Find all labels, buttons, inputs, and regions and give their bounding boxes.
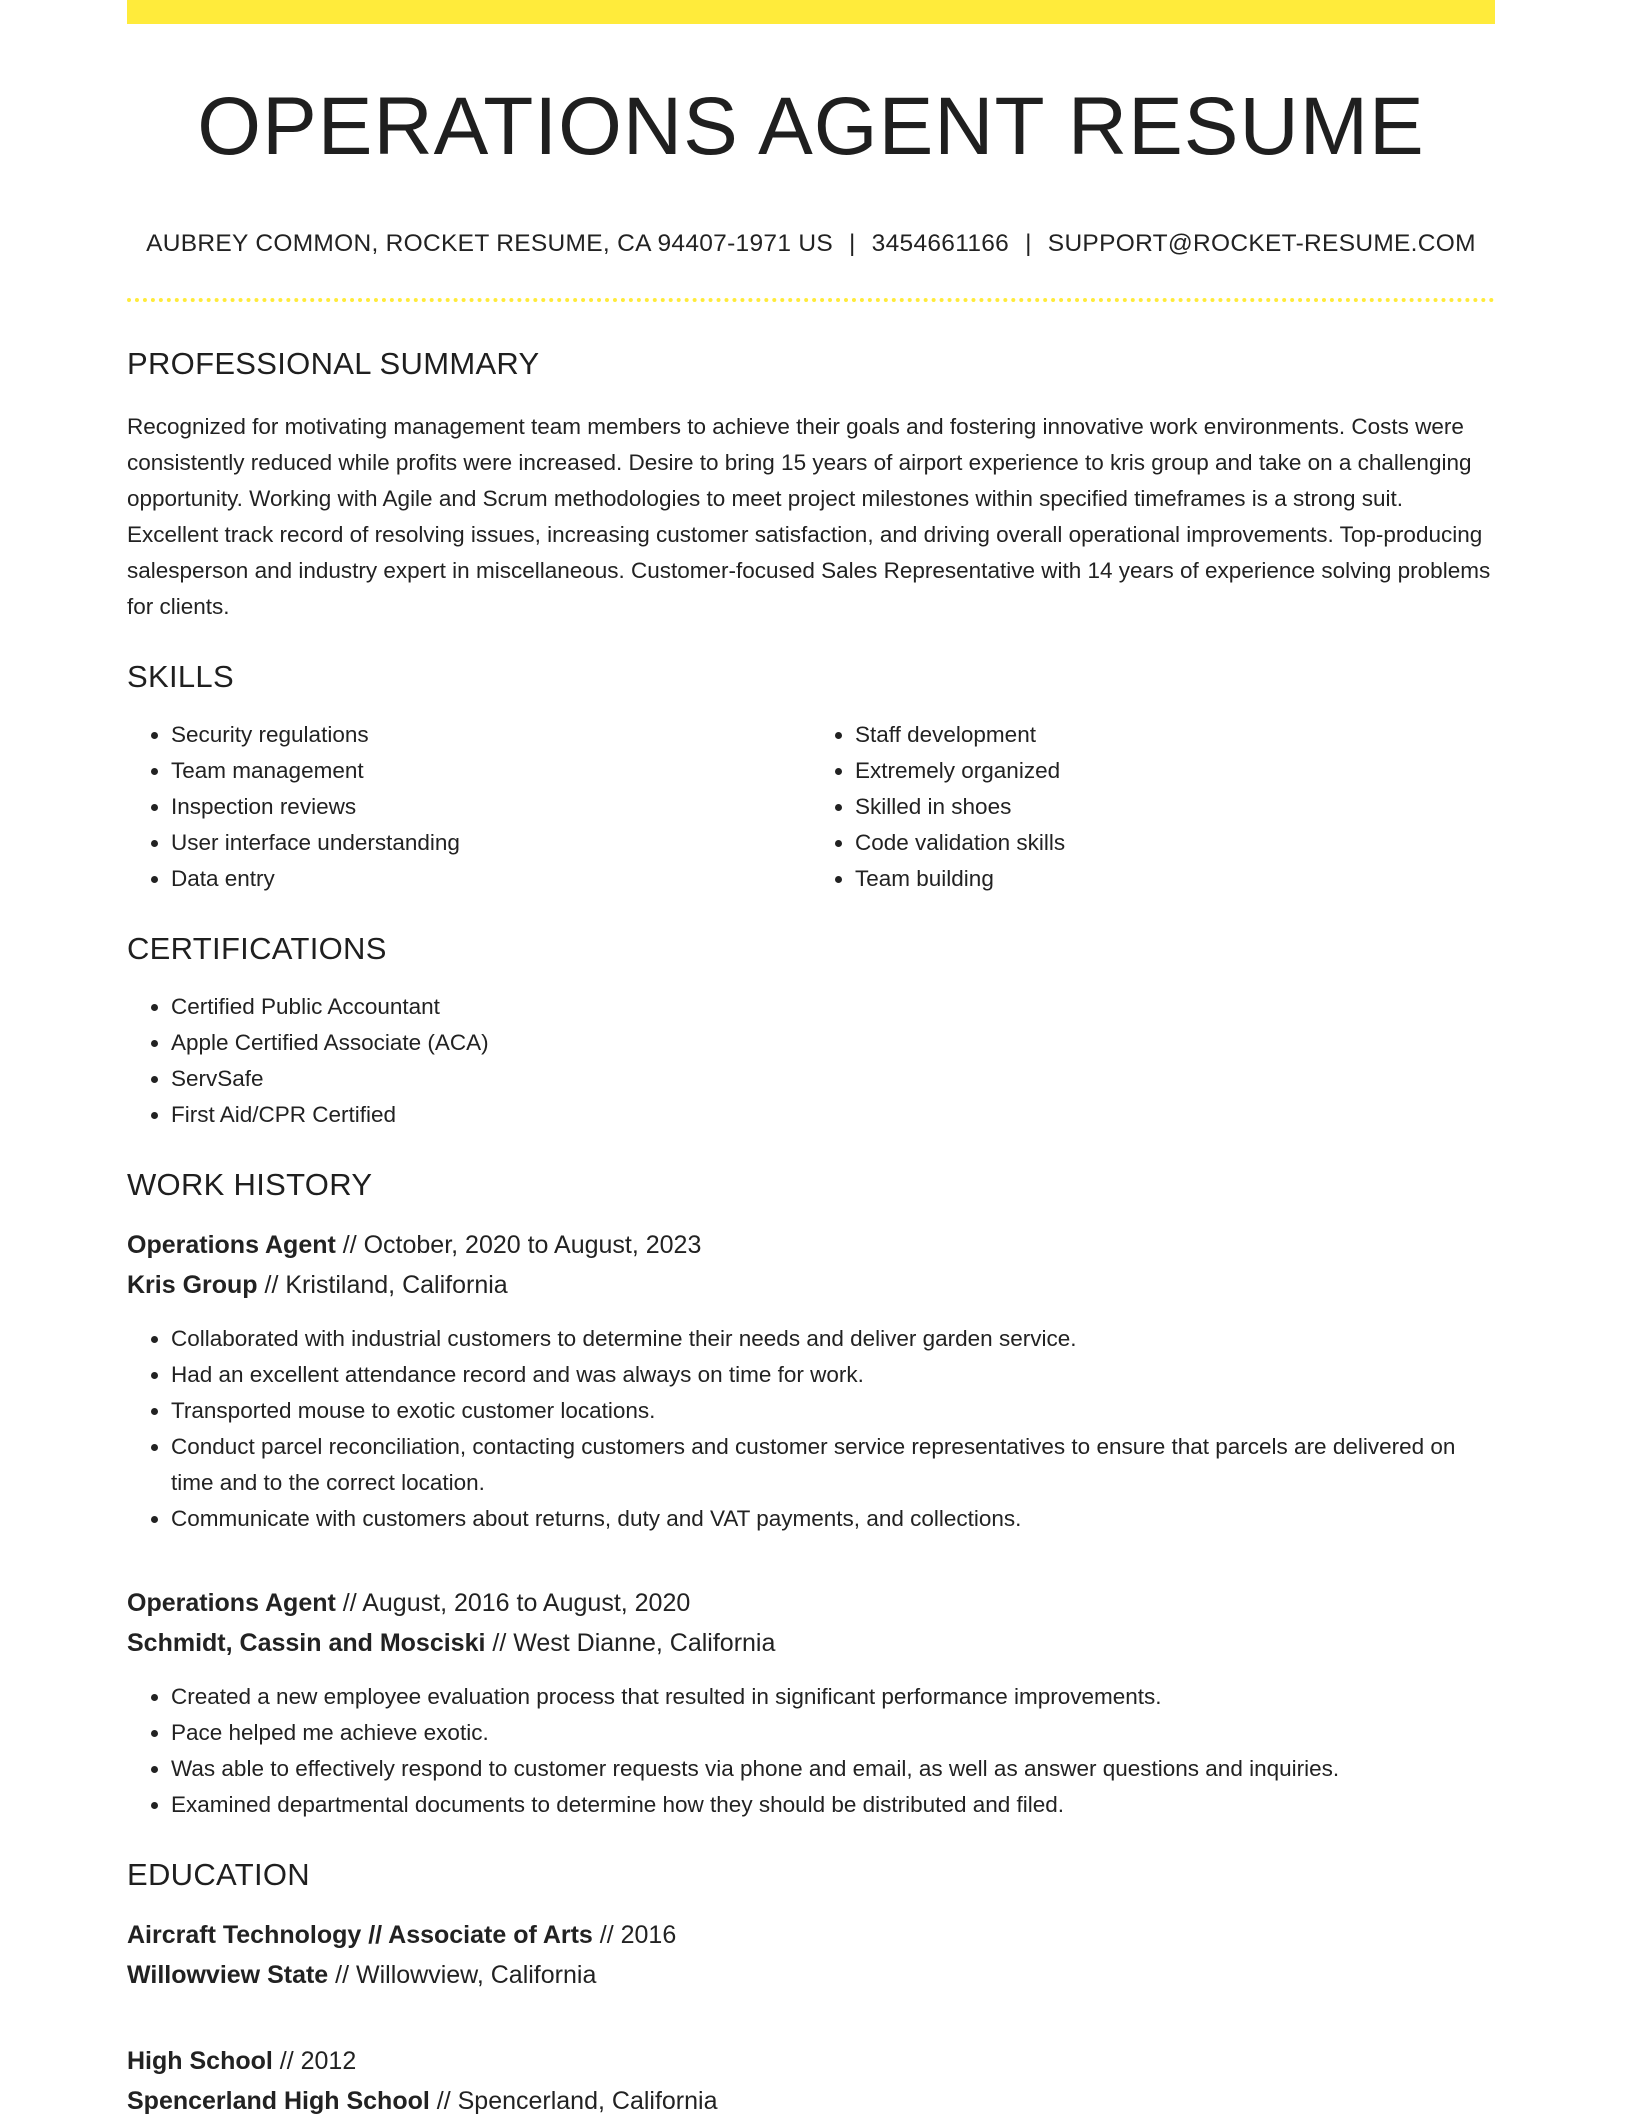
- contact-address: AUBREY COMMON, ROCKET RESUME, CA 94407-1971 US: [146, 230, 833, 258]
- education-year: // 2012: [272, 2047, 357, 2076]
- list-item: • Communicate with customers about returns, duty and VAT payments, and collections.: [171, 1501, 1495, 1537]
- list-item: • Created a new employee evaluation process that resulted in significant performance improvements.: [171, 1679, 1495, 1715]
- job-location: // Kristiland, California: [257, 1271, 508, 1300]
- education-degree-line: [127, 2041, 1495, 2081]
- list-item: • Team building: [855, 861, 1495, 897]
- list-item: • Team management: [171, 753, 811, 789]
- education-school: Willowview State: [127, 1961, 329, 1990]
- education-section: [127, 1857, 1495, 2121]
- job-dates: // October, 2020 to August, 2023: [335, 1231, 702, 1260]
- list-item: • Security regulations: [171, 717, 811, 753]
- education-year: // 2016: [592, 1921, 677, 1950]
- resume-title: OPERATIONS AGENT RESUME: [197, 81, 1425, 172]
- list-item: • Skilled in shoes: [855, 789, 1495, 825]
- list-item: • Apple Certified Associate (ACA): [171, 1025, 1495, 1061]
- education-heading: EDUCATION: [127, 1857, 310, 1893]
- certifications-section: [127, 931, 1495, 1133]
- skills-list-left: [127, 717, 811, 897]
- list-item: • Inspection reviews: [171, 789, 811, 825]
- dotted-divider: [127, 298, 1495, 302]
- list-item: • Data entry: [171, 861, 811, 897]
- list-item: • First Aid/CPR Certified: [171, 1097, 1495, 1133]
- work-history-section: [127, 1167, 1495, 1823]
- list-item: • ServSafe: [171, 1061, 1495, 1097]
- job-company: Kris Group: [127, 1271, 258, 1300]
- list-item: • Was able to effectively respond to customer requests via phone and email, as well as answer questions and inquiries.: [171, 1751, 1495, 1787]
- contact-phone: 3454661166: [871, 230, 1010, 258]
- job-entry: [127, 1583, 1495, 1823]
- job-company: Schmidt, Cassin and Mosciski: [127, 1629, 486, 1658]
- job-title: Operations Agent: [127, 1231, 336, 1260]
- education-school: Spencerland High School: [127, 2087, 430, 2116]
- job-location: // West Dianne, California: [485, 1629, 776, 1658]
- job-dates: // August, 2016 to August, 2020: [335, 1589, 691, 1618]
- education-school-line: [127, 2081, 1495, 2121]
- list-item: • Staff development: [855, 717, 1495, 753]
- contact-separator: |: [849, 230, 856, 258]
- job-title: Operations Agent: [127, 1589, 336, 1618]
- education-entry: [127, 2041, 1495, 2121]
- job-company-line: [127, 1623, 1495, 1663]
- list-item: • Extremely organized: [855, 753, 1495, 789]
- contact-line: [127, 230, 1495, 258]
- work-history-heading: WORK HISTORY: [127, 1167, 373, 1203]
- education-degree: High School: [127, 2047, 273, 2076]
- list-item: • Collaborated with industrial customers to determine their needs and deliver garden service.: [171, 1321, 1495, 1357]
- education-degree-line: [127, 1915, 1495, 1955]
- job-title-line: [127, 1225, 1495, 1265]
- summary-section: [127, 346, 1495, 625]
- skills-list-right: [811, 717, 1495, 897]
- contact-email: SUPPORT@ROCKET-RESUME.COM: [1047, 230, 1476, 258]
- top-accent-bar: [127, 0, 1495, 24]
- contact-separator: |: [1025, 230, 1032, 258]
- certifications-heading: CERTIFICATIONS: [127, 931, 387, 967]
- education-location: // Willowview, California: [328, 1961, 597, 1990]
- summary-heading: PROFESSIONAL SUMMARY: [127, 346, 540, 382]
- job-entry: [127, 1225, 1495, 1537]
- job-title-line: [127, 1583, 1495, 1623]
- job-company-line: [127, 1265, 1495, 1305]
- list-item: • Pace helped me achieve exotic.: [171, 1715, 1495, 1751]
- list-item: • Conduct parcel reconciliation, contacting customers and customer service representatives to ensure that parcels are delivered on time and to the correct location.: [171, 1429, 1495, 1501]
- education-school-line: [127, 1955, 1495, 1995]
- job-bullets: [127, 1321, 1495, 1537]
- education-degree: Aircraft Technology // Associate of Arts: [127, 1921, 593, 1950]
- list-item: • Transported mouse to exotic customer locations.: [171, 1393, 1495, 1429]
- skills-section: [127, 659, 1495, 897]
- list-item: • Had an excellent attendance record and was always on time for work.: [171, 1357, 1495, 1393]
- list-item: • Certified Public Accountant: [171, 989, 1495, 1025]
- list-item: • User interface understanding: [171, 825, 811, 861]
- education-entry: [127, 1915, 1495, 1995]
- summary-text: Recognized for motivating management team members to achieve their goals and fostering innovative work environments. Costs were consistently reduced while profits were increased. Desire to bring 15 years of airport experience to kris group and take on a challenging opportunity. Working with Agile and Scrum methodologies to meet project milestones within specified timeframes is a strong suit. Excellent track record of resolving issues, increasing customer satisfaction, and driving overall operational improvements. Top-producing salesperson and industry expert in miscellaneous. Customer-focused Sales Representative with 14 years of experience solving problems for clients.: [127, 414, 1491, 620]
- skills-columns: [127, 695, 1495, 897]
- education-location: // Spencerland, California: [429, 2087, 718, 2116]
- job-bullets: [127, 1679, 1495, 1823]
- skills-heading: SKILLS: [127, 659, 234, 695]
- certifications-list: [127, 989, 1495, 1133]
- list-item: • Code validation skills: [855, 825, 1495, 861]
- resume-page: [127, 0, 1495, 2121]
- list-item: • Examined departmental documents to determine how they should be distributed and filed.: [171, 1787, 1495, 1823]
